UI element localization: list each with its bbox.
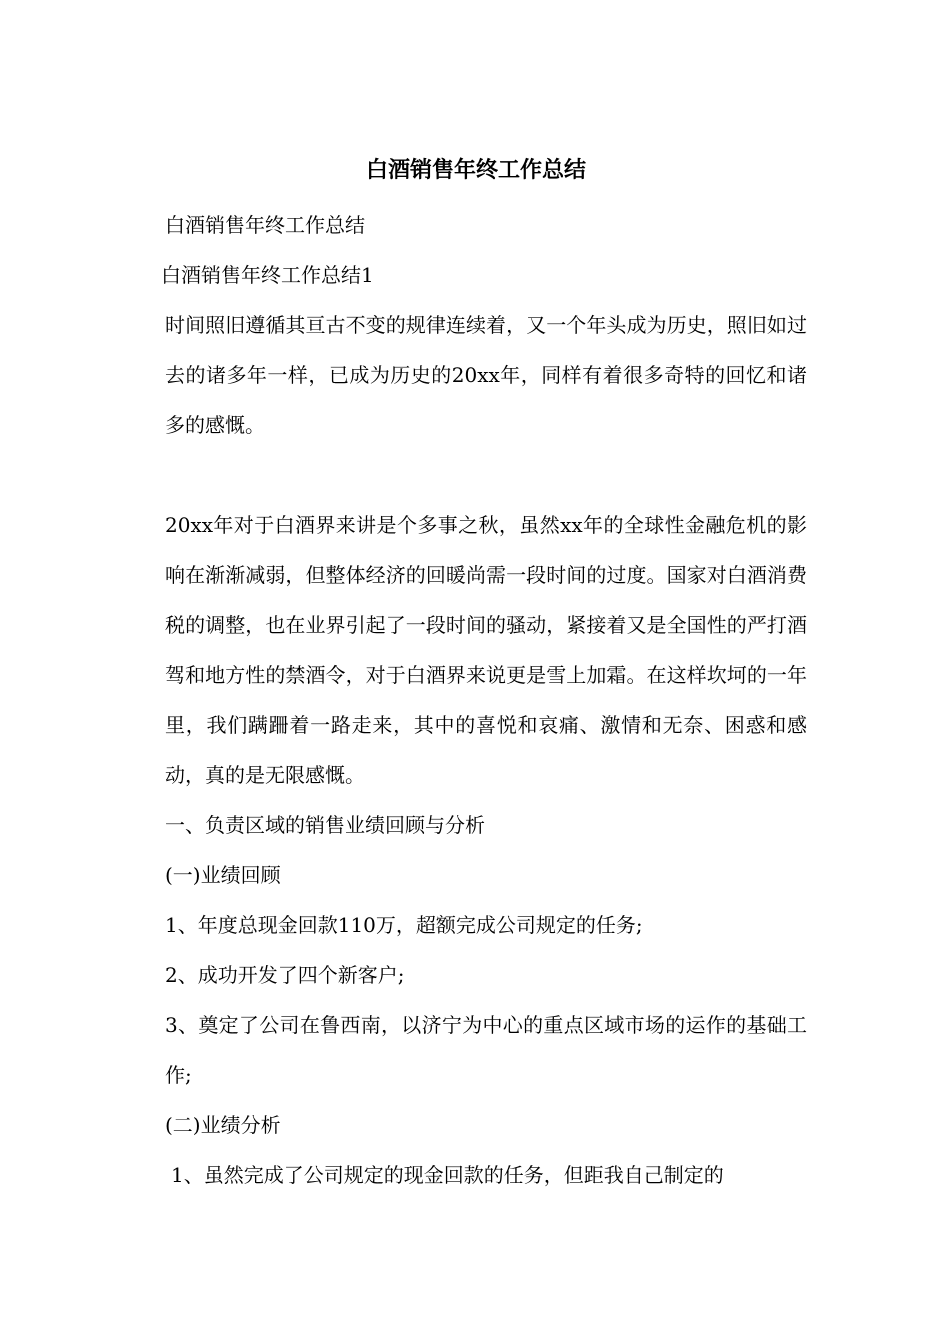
list-item: 3、奠定了公司在鲁西南，以济宁为中心的重点区域市场的运作的基础工作; [165,1013,807,1087]
blank-line [145,450,807,500]
list-item: 1、年度总现金回款110万，超额完成公司规定的任务; [165,913,643,937]
paragraph-intro: 时间照旧遵循其亘古不变的规律连续着，又一个年头成为历史，照旧如过去的诸多年一样，已成为历史的20xx年，同样有着很多奇特的回忆和诸多的感慨。 [165,313,807,437]
list-item: 2、成功开发了四个新客户; [165,963,405,987]
paragraph-section-heading: 白酒销售年终工作总结1 [161,263,374,287]
heading-performance-analysis: (二)业绩分析 [165,1113,281,1137]
document-body [145,150,807,1200]
heading-sales-review: 一、负责区域的销售业绩回顾与分析 [165,813,485,837]
document-title: 白酒销售年终工作总结 [365,157,586,183]
list-item: 1、虽然完成了公司规定的现金回款的任务，但距我自己制定的 [171,1163,724,1187]
heading-performance-review: (一)业绩回顾 [165,863,281,887]
paragraph-subtitle: 白酒销售年终工作总结 [165,213,365,237]
paragraph-context: 20xx年对于白酒界来讲是个多事之秋，虽然xx年的全球性金融危机的影响在渐渐减弱，但整体经济的回暖尚需一段时间的过度。国家对白酒消费税的调整，也在业界引起了一段时间的骚动，紧接着又是全国性的严打酒驾和地方性的禁酒令，对于白酒界来说更是雪上加霜。在这样坎坷的一年里，我们蹒跚着一路走来，其中的喜悦和哀痛、激情和无奈、困惑和感动，真的是无限感慨。 [165,513,807,787]
